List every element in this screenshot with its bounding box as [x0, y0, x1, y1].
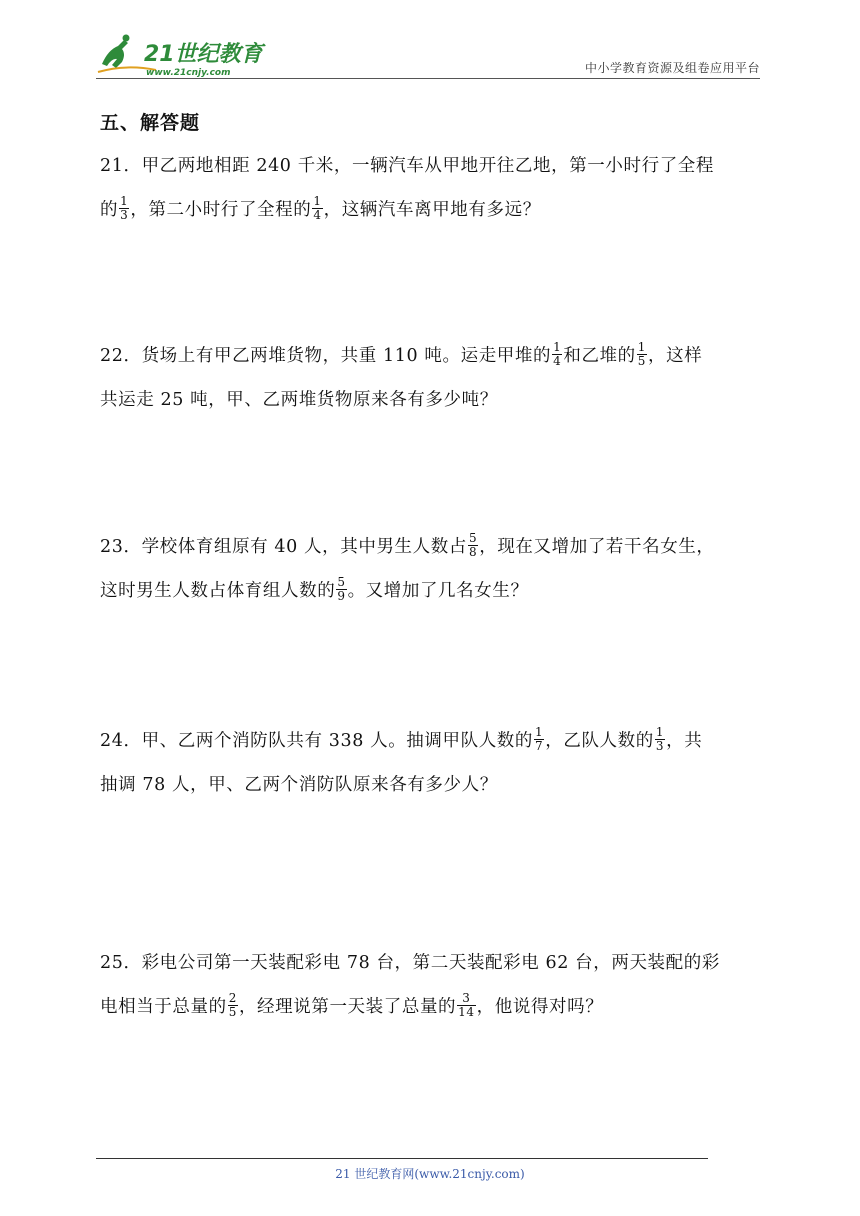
question-text: ，这辆汽车离甲地有多远？: [323, 200, 541, 220]
question-line: 25．彩电公司第一天装配彩电 78 台，第二天装配彩电 62 台，两天装配的彩: [100, 953, 720, 973]
question-line: [100, 334, 764, 378]
question-line: [100, 525, 764, 569]
fraction-denominator: 8: [468, 545, 478, 559]
fraction: [655, 726, 665, 753]
question-text: ，这样: [648, 346, 703, 366]
question-line: 共运走 25 吨，甲、乙两堆货物原来各有多少吨？: [100, 390, 498, 410]
fraction: [457, 992, 475, 1019]
fraction-denominator: 3: [655, 739, 665, 753]
fraction-denominator: 4: [313, 208, 322, 222]
question-text: ，共: [666, 731, 703, 751]
fraction-numerator: 5: [337, 575, 346, 589]
header-platform-text: 中小学教育资源及组卷应用平台: [584, 61, 760, 75]
question-text: 。又增加了几名女生？: [347, 581, 529, 601]
fraction: [312, 195, 322, 222]
question-line: [100, 985, 764, 1029]
fraction-numerator: 2: [228, 991, 237, 1005]
question-22: [100, 334, 764, 422]
fraction: [468, 532, 478, 559]
footer-link[interactable]: 21 世纪教育网(www.21cnjy.com): [335, 1167, 525, 1181]
question-line: 抽调 78 人，甲、乙两个消防队原来各有多少人？: [100, 775, 498, 795]
fraction: [552, 341, 562, 368]
fraction-denominator: 9: [337, 589, 346, 603]
question-line: [100, 188, 764, 232]
fraction: [119, 195, 129, 222]
runner-icon: [102, 40, 128, 68]
fraction-numerator: 3: [457, 992, 475, 1006]
fraction-denominator: 5: [637, 354, 647, 368]
question-25: [100, 941, 764, 1029]
fraction-numerator: 1: [655, 725, 665, 739]
section-title: 五、解答题: [100, 112, 201, 134]
question-text: 的: [100, 200, 119, 220]
header-divider: [96, 78, 760, 79]
page-header: [96, 30, 760, 80]
fraction-denominator: 7: [535, 739, 544, 753]
fraction: [534, 726, 544, 753]
fraction-denominator: 14: [458, 1005, 475, 1019]
fraction-numerator: 1: [637, 340, 647, 354]
fraction: [637, 341, 647, 368]
question-text: 23．学校体育组原有 40 人，其中男生人数占: [100, 537, 467, 557]
question-24: [100, 719, 764, 807]
fraction-denominator: 4: [553, 354, 562, 368]
question-text: 24．甲、乙两个消防队共有 338 人。抽调甲队人数的: [100, 731, 533, 751]
site-logo: [96, 34, 266, 78]
question-23: [100, 525, 764, 613]
question-text: 22．货场上有甲乙两堆货物，共重 110 吨。运走甲堆的: [100, 346, 552, 366]
fraction-numerator: 1: [120, 194, 129, 208]
question-21: [100, 144, 764, 232]
question-text: ，第二小时行了全程的: [130, 200, 312, 220]
question-text: ，他说得对吗？: [476, 997, 604, 1017]
logo-url: www.21cnjy.com: [146, 68, 231, 78]
question-text: 和乙堆的: [563, 346, 636, 366]
fraction-denominator: 3: [120, 208, 129, 222]
question-text: 电相当于总量的: [100, 997, 227, 1017]
fraction-denominator: 5: [228, 1005, 237, 1019]
fraction-numerator: 1: [313, 194, 322, 208]
question-text: ，现在又增加了若干名女生，: [479, 537, 715, 557]
question-line: [100, 719, 764, 763]
fraction-numerator: 1: [553, 340, 562, 354]
fraction: [336, 576, 346, 603]
fraction: [228, 992, 238, 1019]
question-line: [100, 569, 764, 613]
question-line: 21．甲乙两地相距 240 千米，一辆汽车从甲地开往乙地，第一小时行了全程: [100, 156, 714, 176]
question-text: ，乙队人数的: [545, 731, 654, 751]
fraction-numerator: 1: [535, 725, 544, 739]
question-text: ，经理说第一天装了总量的: [238, 997, 457, 1017]
logo-text: 21世纪教育: [144, 42, 263, 67]
question-text: 这时男生人数占体育组人数的: [100, 581, 336, 601]
fraction-numerator: 5: [468, 531, 478, 545]
footer-divider: [96, 1158, 708, 1159]
